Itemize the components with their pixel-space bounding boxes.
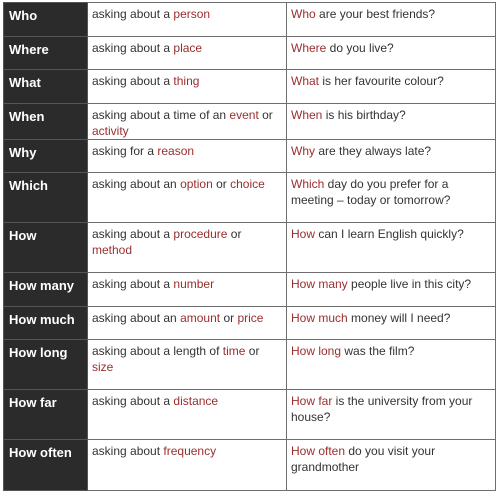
highlighted-text: number <box>173 277 215 291</box>
meaning-cell <box>88 37 287 70</box>
example-cell <box>287 390 496 440</box>
question-word-cell: How <box>4 223 88 273</box>
table-row <box>4 173 496 223</box>
highlighted-text: How many <box>291 277 348 291</box>
text-segment: asking about an <box>92 177 181 191</box>
meaning-cell <box>88 390 287 440</box>
text-segment: people live in this city? <box>347 277 472 291</box>
highlighted-text: option <box>180 177 213 191</box>
meaning-cell <box>88 307 287 340</box>
text-segment: asking about a <box>92 277 174 291</box>
highlighted-text: person <box>173 7 211 21</box>
meaning-cell <box>88 140 287 173</box>
highlighted-text: procedure <box>173 227 228 241</box>
question-word-cell: Why <box>4 140 88 173</box>
text-segment: asking about a time of an <box>92 108 230 122</box>
highlighted-text: size <box>92 360 114 374</box>
text-segment: is the university from your house? <box>291 394 473 424</box>
example-cell <box>287 70 496 104</box>
text-segment: or <box>212 177 231 191</box>
text-segment: asking about a <box>92 74 174 88</box>
table-row <box>4 440 496 491</box>
highlighted-text: place <box>173 41 203 55</box>
table-row <box>4 223 496 273</box>
meaning-cell <box>88 70 287 104</box>
text-segment: or <box>245 344 260 358</box>
highlighted-text: How often <box>291 444 346 458</box>
example-cell <box>287 140 496 173</box>
highlighted-text: amount <box>180 311 221 325</box>
example-cell <box>287 104 496 140</box>
question-words-table <box>3 2 496 491</box>
highlighted-text: Which <box>291 177 325 191</box>
meaning-cell <box>88 104 287 140</box>
highlighted-text: price <box>237 311 264 325</box>
table-row <box>4 307 496 340</box>
highlighted-text: How much <box>291 311 348 325</box>
example-cell <box>287 340 496 390</box>
text-segment: asking about a <box>92 7 174 21</box>
example-cell <box>287 307 496 340</box>
highlighted-text: reason <box>157 144 195 158</box>
highlighted-text: How long <box>291 344 342 358</box>
table-row <box>4 340 496 390</box>
question-word-cell: What <box>4 70 88 104</box>
text-segment: or <box>258 108 273 122</box>
highlighted-text: method <box>92 243 133 257</box>
text-segment: asking about a <box>92 394 174 408</box>
table-row <box>4 140 496 173</box>
text-segment: or <box>227 227 242 241</box>
highlighted-text: event <box>229 108 259 122</box>
table-body <box>4 3 496 491</box>
text-segment: asking about <box>92 444 164 458</box>
table-row <box>4 3 496 37</box>
text-segment: asking for a <box>92 144 158 158</box>
table-row <box>4 70 496 104</box>
question-word-cell: How long <box>4 340 88 390</box>
example-cell <box>287 223 496 273</box>
highlighted-text: distance <box>173 394 219 408</box>
text-segment: asking about a <box>92 227 174 241</box>
question-word-cell: How far <box>4 390 88 440</box>
text-segment: money will I need? <box>347 311 451 325</box>
highlighted-text: frequency <box>163 444 217 458</box>
text-segment: asking about a <box>92 41 174 55</box>
text-segment: can I learn English quickly? <box>315 227 464 241</box>
question-word-cell: How often <box>4 440 88 491</box>
text-segment: are your best friends? <box>315 7 436 21</box>
meaning-cell <box>88 440 287 491</box>
question-word-cell: How many <box>4 273 88 307</box>
text-segment: was the film? <box>341 344 415 358</box>
highlighted-text: thing <box>173 74 200 88</box>
question-word-cell: When <box>4 104 88 140</box>
highlighted-text: activity <box>92 124 129 138</box>
question-word-cell: Where <box>4 37 88 70</box>
example-cell <box>287 173 496 223</box>
highlighted-text: How far <box>291 394 333 408</box>
meaning-cell <box>88 340 287 390</box>
example-cell <box>287 3 496 37</box>
highlighted-text: When <box>291 108 323 122</box>
question-word-cell: Which <box>4 173 88 223</box>
table-row <box>4 37 496 70</box>
meaning-cell <box>88 273 287 307</box>
meaning-cell <box>88 173 287 223</box>
meaning-cell <box>88 223 287 273</box>
question-word-cell: Who <box>4 3 88 37</box>
example-cell <box>287 440 496 491</box>
text-segment: asking about a length of <box>92 344 223 358</box>
highlighted-text: Who <box>291 7 316 21</box>
text-segment: asking about an <box>92 311 181 325</box>
example-cell <box>287 37 496 70</box>
text-segment: are they always late? <box>315 144 432 158</box>
text-segment: or <box>220 311 238 325</box>
table-row <box>4 273 496 307</box>
highlighted-text: How <box>291 227 316 241</box>
highlighted-text: What <box>291 74 320 88</box>
highlighted-text: time <box>222 344 246 358</box>
text-segment: do you live? <box>326 41 394 55</box>
table-row <box>4 390 496 440</box>
text-segment: is her favourite colour? <box>319 74 444 88</box>
table-row <box>4 104 496 140</box>
example-cell <box>287 273 496 307</box>
highlighted-text: choice <box>230 177 265 191</box>
meaning-cell <box>88 3 287 37</box>
text-segment: do you visit your grandmother <box>291 444 436 474</box>
highlighted-text: Why <box>291 144 315 158</box>
text-segment: is his birthday? <box>322 108 406 122</box>
question-word-cell: How much <box>4 307 88 340</box>
highlighted-text: Where <box>291 41 327 55</box>
text-segment: day do you prefer for a meeting – today or tomorrow? <box>291 177 451 207</box>
